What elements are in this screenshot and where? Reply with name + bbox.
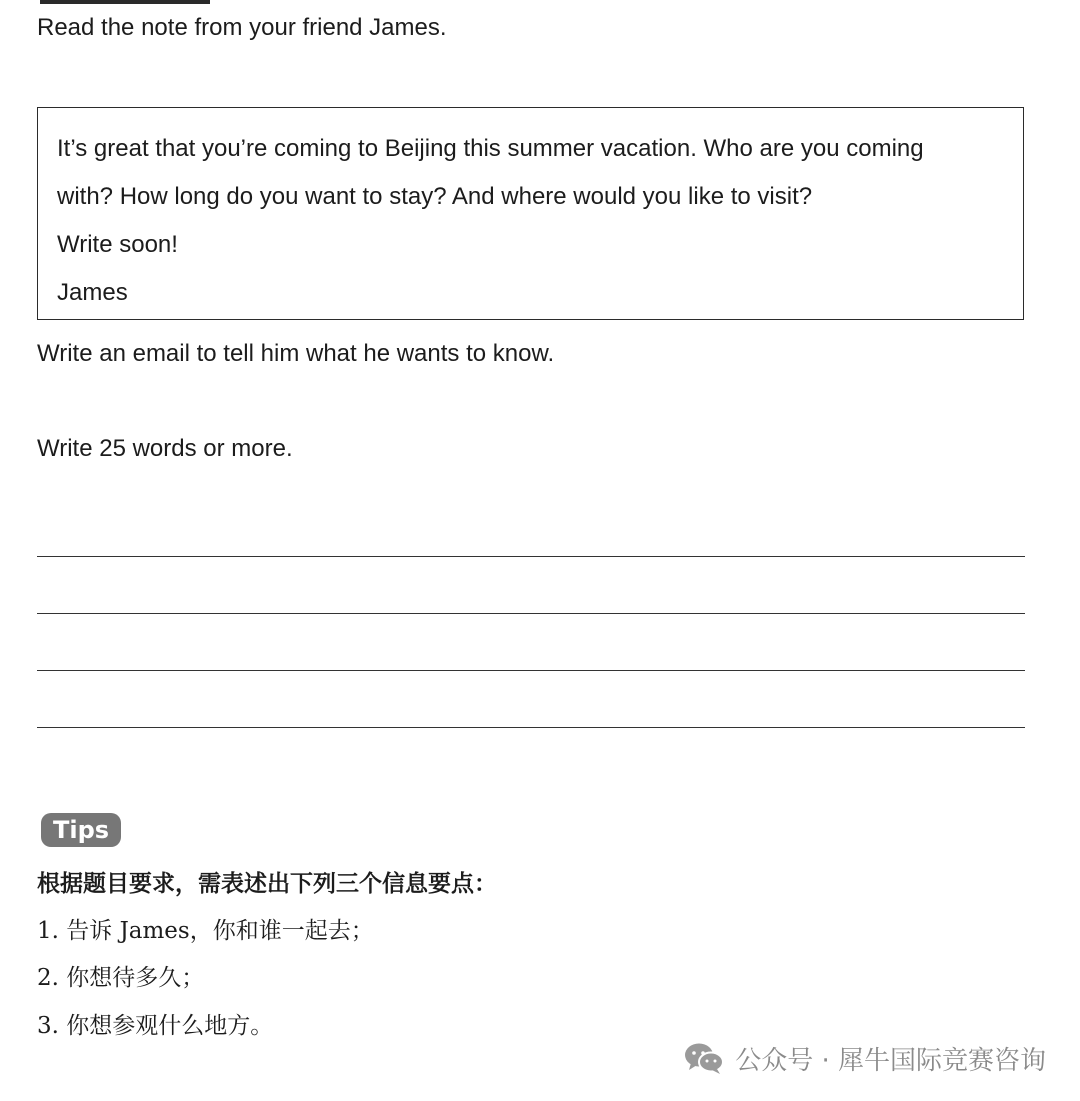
watermark	[683, 1038, 1046, 1078]
tips-badge: Tips	[41, 813, 121, 847]
note-line-2: with? How long do you want to stay? And where would you like to visit?	[57, 183, 813, 210]
answer-line[interactable]	[37, 727, 1025, 728]
tip-item: 1. 告诉 James，你和谁一起去；	[37, 918, 374, 944]
answer-line[interactable]	[37, 670, 1025, 671]
write-instruction: Write an email to tell him what he wants to know.	[37, 340, 555, 367]
answer-line[interactable]	[37, 556, 1025, 557]
note-line-1: It’s great that you’re coming to Beijing this summer vacation. Who are you coming	[57, 135, 924, 162]
read-instruction: Read the note from your friend James.	[37, 14, 447, 41]
tip-item: 2. 你想待多久；	[37, 965, 205, 991]
watermark-text: 公众号 · 犀牛国际竞赛咨询	[735, 1045, 1046, 1076]
note-closing: Write soon!	[57, 231, 178, 258]
note-box	[37, 107, 1024, 320]
wechat-icon	[683, 1040, 725, 1076]
answer-line[interactable]	[37, 613, 1025, 614]
note-signature: James	[57, 279, 128, 306]
tips-heading: 根据题目要求，需表述出下列三个信息要点：	[37, 871, 497, 897]
tip-item: 3. 你想参观什么地方。	[37, 1013, 274, 1039]
word-count-instruction: Write 25 words or more.	[37, 435, 293, 462]
top-rule-fragment	[40, 0, 210, 4]
